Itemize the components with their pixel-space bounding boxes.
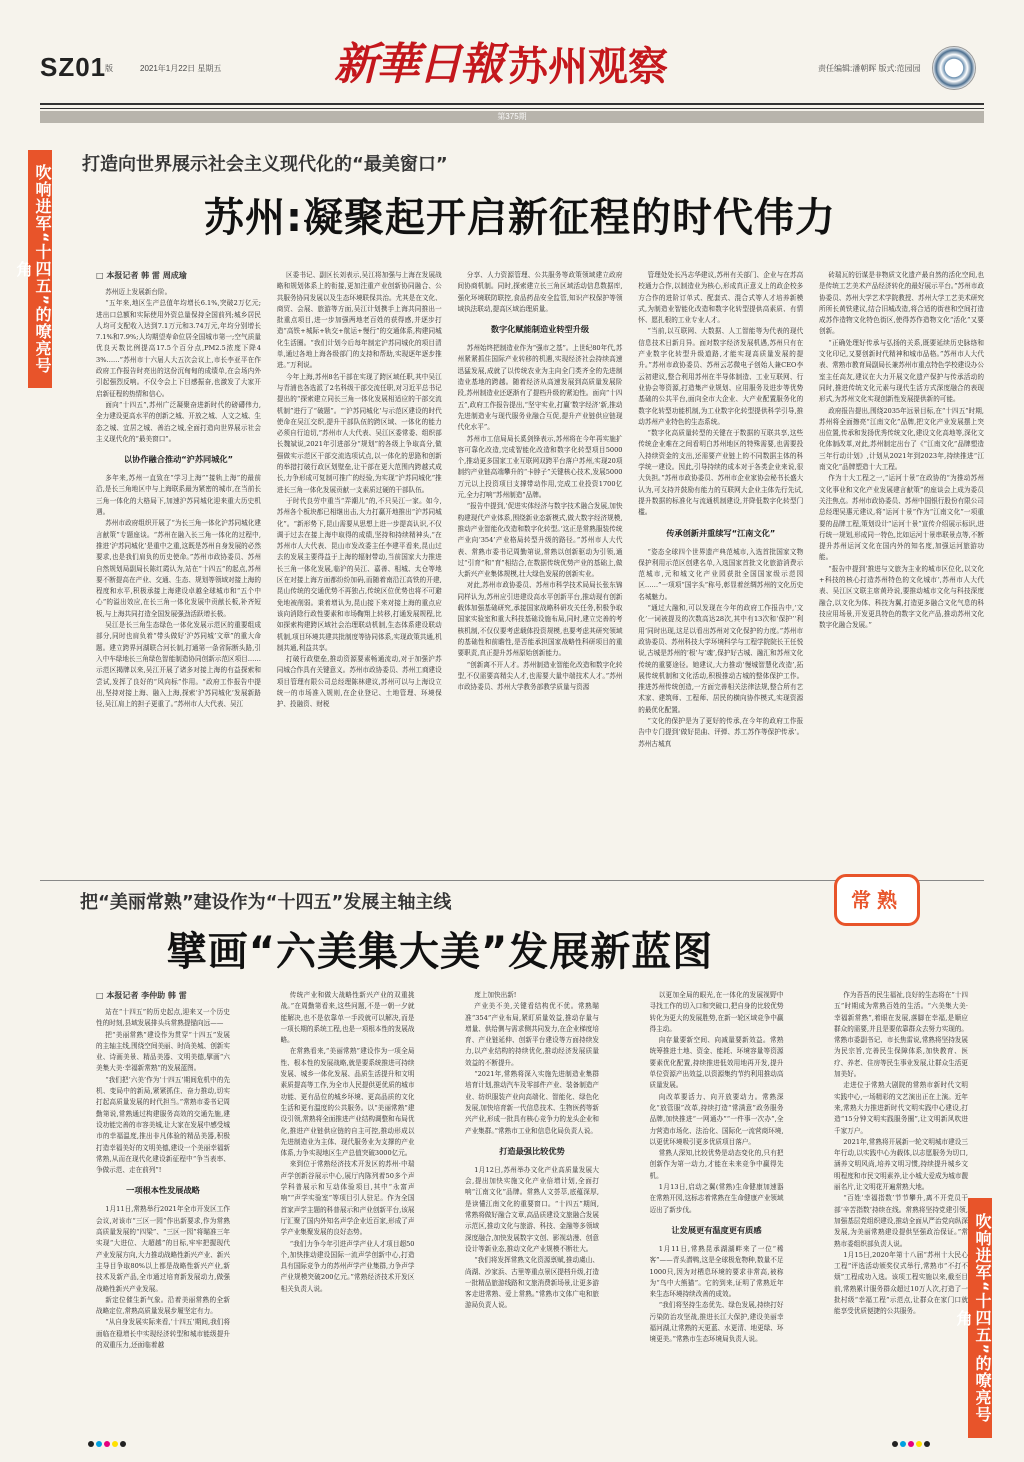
article2-byline: □ 本报记者 李仲助 韩 雷	[96, 991, 187, 1000]
article1-byline: □ 本报记者 韩 雷 周成瑜	[96, 271, 187, 280]
paragraph: “百姓‘幸福指数’节节攀升,离不开党员干部‘辛苦指数’持续在线。常熟将坚持党建引领,加强基层党组织建设,推动全面从严治党向纵深发展,为美丽常熟建设提供坚强政治保证。”常熟市委组织部负责人说。	[834, 1194, 968, 1248]
paragraph: “报告中提到‘推进与文旅为主业的城市区位化,以文化+科技的核心打造苏州特色的文化城市’,苏州市人大代表、吴江区文联主席黄玲说,要推动城市文化与科技深度融合,以文化为体、科技为翼,打造更多融合文化气息的科技应用场景,开发更具特色的数字文化产品,推动苏州文化数字化融合发展。”	[819, 564, 984, 630]
paragraph: 作为十大工程之一,“运河十景”在政协的“为推动苏州文化事业和文化产业发展建言献策”的座谈会上成为委员关注焦点。苏州市政协委员、苏州中国银行股份有限公司总经理吴惠元建议,将“运河十景”作为“江南文化”一项重要的品牌工程,策划设计“运河十景”宣传介绍展示标识,进行统一规划,形成同一特色,比如运河十景串联景点等,不断提升苏州运河文化在国内外的知名度,加强运河旅游功能。	[819, 474, 984, 562]
paragraph: 度上加快出新!	[474, 991, 517, 999]
registration-dot	[924, 1441, 930, 1447]
paragraph: “报告中提到,‘促进实体经济与数字技术融合发展,加快构建现代产业体系,围绕新业态新模式,做大数字经济规模,推动产业智能化改造和数字化转型。’这正是常熟服装传统产业向‘354’产业格局转型升级的路径。”苏州市人大代表、常熟市委书记周勤第说,常熟以创新驱动为引领,通过“引育”和“育”相结合,在数据传统优势产业的基础上,做大新兴产业集体规模,壮大绿色发展的创新实业。	[457, 502, 623, 579]
paragraph: 砖瑞瓦的衍谋是非物质文化遗产最自然的活化空间,也是传统工艺美术产品经济转化的最好展示平台。”苏州市政协委员、苏州大学艺术学院教授、苏州大学工艺美术研究所所长黄铁建议,结合旧城改造,将合适的街巷和空间打造成苏作造物文化特色街区,使得苏作造物文化“活化”又要创新。	[819, 271, 984, 336]
article2-col-2	[281, 990, 415, 1438]
paragraph: 来到位于常熟经济技术开发区的苏州·中瑞声学创新谷展示中心,展厅内陈列着50多个声学科普展示和互动体验项目,其中“永富声响”“声学实验室”等项目引人驻足。作为全国首家声学主题的科普展示和产业创新平台,该展厅汇聚了国内外知名声学企业近百家,形成了声学产业集聚发展的良好态势。	[280, 1160, 415, 1237]
city-badge: 常熟	[834, 874, 920, 926]
page-code: SZ01	[40, 52, 107, 82]
registration-dot	[916, 1441, 922, 1447]
paragraph: 2021年,常熟将开展新一轮文明城市建设三年行动,以实践中心为载体,以志愿服务为切口,涵养文明风尚,培养文明习惯,持续提升城乡文明程度和市民文明素养,让小城大爱成为城市靓丽名片,让文明花开遍常熟大地。	[834, 1137, 968, 1192]
paragraph: 向改革要活力、向开放要动力。常熟深化“放管服”改革,持续打造“常满意”政务服务品牌,加快推进“一网通办”“一件事一次办”,全力营造市场化、法治化、国际化一流营商环境,以更优环境吸引更多优质项目落户。	[649, 1092, 784, 1146]
paragraph: 1月15日,2020年第十八届“苏州十大民心工程”评选活动颁奖仪式举行,常熟市“不打不烦”工程成功入选。该项工程实施以来,截至目前,常熟累计服务群众超过10万人次,打造了一批村级“幸福工程”示范点,让群众在家门口就能享受优质便捷的公共服务。	[834, 1250, 968, 1316]
paragraph: 苏州始终把制造业作为“强市之基”。上世纪80年代,苏州紧紧抓住国际产业转移的机遇,实现经济社会持续高速迅猛发展,成就了以传统农业为主向全门类齐全的先进制造业基地的跨越。随着经济从高速发展到高质量发展阶段,苏州制造业还逐渐有了提档升级的紧迫性。面向“十四五”,政府工作报告提出,“坚守实业,打赢‘数字经济’新,推动先进制造业与现代服务业融合互促,提升产业链供应链现代化水平”。	[457, 344, 623, 432]
paragraph: “2021年,常熟将深入实施先进制造业集群培育计划,推动汽车及零部件产业、装备制造产业、纺织服装产业向高端化、智能化、绿色化发展,加快培育新一代信息技术、生物医药等新兴产业,形成一批具有核心竞争力的龙头企业和产业集群。”常熟市工业和信息化局负责人说。	[465, 1070, 599, 1135]
article2-headline: 擘画“六美集大美”发展新蓝图	[166, 929, 714, 975]
color-registration-marks-left	[88, 1441, 126, 1447]
subheading: 以协作融合推动“沪苏同城化”	[123, 454, 233, 465]
paragraph: “我们将发挥常熟文化资源禀赋,推动虞山、尚湖、沙家浜、古里等重点景区提档升级,打造一批精品旅游线路和文旅消费新场景,让更多游客走进常熟、爱上常熟。”常熟市文体广电和旅游局负责人说。	[465, 1256, 599, 1310]
paragraph: 走进位于常熟大剧院的常熟市新时代文明实践中心,一场精彩的文艺演出正在上演。近年来,常熟大力推进新时代文明实践中心建设,打造“15分钟文明实践服务圈”,让文明新风吹进千家万户。	[834, 1081, 968, 1135]
registration-dot	[892, 1441, 898, 1447]
registration-dot	[112, 1441, 118, 1447]
article1-headline: 苏州:凝聚起开启新征程的时代伟力	[204, 195, 836, 241]
article2-col-3	[465, 990, 599, 1438]
paragraph: 苏州市政府组织开展了“为长三角一体化沪苏同城化建言献策”专题座谈。“苏州在融入长三角一体化的过程中,推进‘沪苏同城化’是重中之重,这既是苏州自身发展的必然要求,也是我们肩负的历史使命。”苏州市政协委员、苏州自然规划局副局长陈红霞认为,站在“十四五”的起点,苏州要不断提高在产业、交通、生态、规划等领域对接上海的程度和水平,积极承接上海建设卓越全球城市和“五个中心”的溢出效应,在长三角一体化发展中贡献长板,补齐短板,与上海共同打造全国发展强劲活跃增长极。	[96, 519, 261, 618]
article2-kicker: 把“美丽常熟”建设作为“十四五”发展主轴主线	[80, 892, 452, 913]
paragraph: 1月12日,苏州举办文化产业高质量发展大会,提出加快实施文化产业倍增计划,全面打响“江南文化”品牌。常熟人文荟萃,底蕴深厚,是读懂江南文化的重要窗口。“十四五”期间,常熟将做好融合文章,高品质建设文旅融合发展示范区,推动文化与旅游、科技、金融等多领域深度融合,加快发展数字文创、影视动漫、创意设计等新业态,推动文化产业规模不断壮大。	[465, 1165, 599, 1253]
paragraph: “我们把‘六美’作为‘十四五’期间危机中的先机、变局中的新局,紧紧抓住、奋力推动,切实打起高质量发展的时代担当。”常熟市委书记周勤第说,常熟通过构建服务高效的交通先施,建设功能完善的市容美城,让大家在发展中感受城市的幸福温度,推出非凡体验的精品美器,积极打造幸福美好的文明美德,建设一个美丽幸福新常熟,从而在现代化建设新征程中“争当表率、争做示范、走在前列”!	[96, 1075, 230, 1175]
subheading: 打造最强比较优势	[499, 1145, 565, 1156]
article2-body	[96, 990, 968, 1438]
paragraph: 分享、人力资源管理、公共服务等政策领域建立政府间协商机制。同时,探索建立长三角区域活动信息数据库,强化环境联防联控,食品药品安全监管,知识产权保护等领域执法联动,提高区域治理质量。	[457, 271, 623, 313]
paragraph: 1月13日,启动之翼(常熟)生命健康加速器在常熟开园,这标志着常熟在生命健康产业领域迈出了新步伐。	[649, 1183, 784, 1214]
registration-dot	[88, 1441, 94, 1447]
article1-col-4	[638, 270, 803, 870]
paragraph: 在常熟看来,“美丽常熟”建设作为一项全局性、根本性的发展战略,就是要系统推进可持续发展、城乡一体化发展、品质生活提升和文明素质提高等工作,为全市人民提供更优质的城市功能、更有品位的城乡环境、更高品质的文化生活和更有温度的公共服务。以“美丽常熟”建设引领,常熟将全面推进产业结构调整和布局优化,推进产业链供应链的自主可控,推动形成以先进制造业为主体、现代服务业为支撑的产业体系,力争实现地区生产总值突破3000亿元。	[280, 1047, 415, 1158]
paragraph: 苏州市工信局局长奚剑锋表示,苏州将在今年再实施扩容可靠化改造,完成智能化改造和数字化转型项目5000个,推动更多国家工业互联网双跨平台落户苏州,实现20项制约产业链高端攀升的“卡脖子”关键核心技术,发展5000万元以上投资项目支撑带动作用,完成工业投资1700亿元,全力打响“苏州制造”品牌。	[457, 434, 623, 500]
paragraph: “文化的保护是为了更好的传承,在今年的政府工作报告中专门提到‘做好昆曲、评弹、苏工苏作等保护传承’。苏州古城真	[638, 716, 804, 748]
paragraph: “正确处理好传承与弘扬的关系,既要延续历史脉络和文化印记,又要创新时代精神和城市品格。”苏州市人大代表、常熟市教育局副局长兼苏州市重点特色学校建设办公室主任高友,建议在大力开展文化遗产保护与传承活动的同时,推进传统文化元素与现代生活方式深度融合的表现形式,为苏州文化实现创新性发展提供新的可能。	[819, 338, 984, 404]
paragraph: “五年来,地区生产总值年均增长6.1%,突破2万亿元;进出口总额和实际使用外资总量保持全国前列;城乡居民人均可支配收入达到7.1万元和3.74万元,年均分别增长7.1%和7.9%;人均期望寿命位居全国城市第一;空气质量优良天数比例提高17.5个百分点,PM2.5浓度下降43%……”苏州市十六届人大五次会议上,市长李亚平在作政府工作报告时亮出的这份沉甸甸的成绩单,在会场内外引起强烈反响。不仅令会上下目感振奋,也激发了大家开启新征程的热情和信心。	[96, 299, 261, 398]
page-code-suffix: 版	[105, 64, 113, 73]
color-registration-marks-right	[892, 1441, 930, 1447]
paragraph: 产业美不美,关键看结构优不优。常熟瞄准“354”产业布局,紧盯质量效益,推动存量与增量、供给侧与需求侧共同发力,在企业梯度培育、产业链延伸、创新平台建设等方面持续发力,以产业结构的持续优化,推动经济发展质量效益的不断提升。	[465, 1002, 599, 1067]
paragraph: 以更加全局的眼光,在一体化的发展视野中寻找工作的切入口和突破口,把自身的比较优势转化为更大的发展胜势,在新一轮区域竞争中赢得主动。	[649, 991, 784, 1033]
paragraph: 政府报告提出,围绕2035年远景目标,在“十四五”时期,苏州将全面擦亮“江南文化”品牌,把文化产业发展摆上突出位置,传承和发扬优秀传统文化,建设文化高地等,深化文化体制改革,对此,苏州制定出台了《“江南文化”品牌塑造三年行动计划》,计划从2021年到2023年,持续推进“江南文化”品牌塑造十大工程。	[819, 406, 984, 472]
paragraph: “创新离不开人才。苏州制造业智能化改造和数字化转型,不仅需要高精尖人才,也需要大量中端技术人才。”苏州市政协委员、苏州大学教务部教学质量与资源	[457, 660, 623, 692]
paragraph: “姿态全球四个世界遗产典范城市,入选首批国家文物保护利用示范区创建名单,入选国家首批文化旅游消费示范城市,元和城文化产业园获批全国国家级示范园区……”一项项“国字头”称号,彰显着丝绸苏州的文化历史名城魅力。	[638, 547, 804, 601]
subheading: 传承创新并重续写“江南文化”	[666, 527, 776, 538]
brand-main: 新華日報	[334, 39, 502, 90]
paragraph: 站在“十四五”的历史起点,迎来又一个历史性的时刻,县域发展排头兵常熟提锚向远——	[96, 1008, 230, 1028]
paragraph: 苏州迈上发展新台阶。	[105, 288, 172, 296]
article1-col-5	[819, 270, 984, 870]
side-tab-right: 吹响进军“十四五”的嘹亮号角	[968, 1198, 992, 1438]
paragraph: “当前,以互联网、大数据、人工智能等为代表的现代信息技术日新月异。面对数字经济发展机遇,苏州只有在产业数字化转型升级道路,才能实现高质量发展的提升。”苏州市政协委员、苏州云芯微电子创始人兼CEO李云初建议,整合利用苏州在半导体制造、工业互联网、行业协会等资源,打造集产业规划、应用服务及进步等优势基础的公共平台,面向全市大企业、大产业配置服务化的数字化转型功能机制,为工业数字化转型提供科学引导,推动苏州产业特色的生态系统。	[638, 327, 804, 426]
registration-dot	[96, 1441, 102, 1447]
article1-col-3	[458, 270, 623, 870]
registration-dot	[908, 1441, 914, 1447]
article1-col-2	[277, 270, 442, 870]
masthead	[0, 0, 1024, 110]
subheading: 数字化赋能制造业转型升级	[490, 324, 590, 335]
paragraph: 面向“十四五”,苏州广泛凝聚奋进新时代的磅礴伟力,全力建设更高水平的创新之城、开放之城、人文之城、生态之城、宜居之城、善治之城,全面打造向世界展示社会主义现代化的“最美窗口”。	[96, 400, 261, 443]
side-tab-left: 吹响进军“十四五”的嘹亮号角	[28, 150, 52, 388]
paragraph: 1月11日,常熟举行2021年全市开发区工作会议,对该市“三区一园”作出新要求,作为常熟高质量发展的“四梁”、“三区一园”将瞄准三年实现“大进位、大超越”的目标,牢牢把握现代产业发展方向,大力推动战略性新兴产业、新兴主导目争取80%以上都是战略性新兴产业,新技术及新产品,全市通过培育新发展动力,做强战略性新兴产业发展。	[96, 1205, 230, 1293]
issue-number: 第375期	[40, 111, 984, 123]
paragraph: 对此,苏州市政协委员、苏州市科学技术局局长张东锦同样认为,苏州应引进建设高水平创新平台,推动现有创新载体加强基础研究,承接国家战略科研攻关任务,积极争取国家实验室和重大科技基础设施布局,同时,建立完善的考核机制,不仅仅要考虑载体投资规模,也要考虑其研究领域的基础性和前瞻性,是否能承担国家战略性科研项目的重要职责,真正提升苏州原始创新能力。	[457, 581, 623, 658]
paragraph: 1月11日,常熟昆承湖湖畔来了一位“稀客”——青头潜鸭,这是全球极危物种,数量不足1000只,因为对栖息环境的要求非常高,被称为“鸟中大熊猫”。它的到来,证明了常熟近年来生态环境持续改善的成效。	[649, 1244, 784, 1299]
paragraph: 新定位催生新气象。沿着美丽常熟的全新战略定位,常熟高质量发展步履坚定有力。	[96, 1295, 230, 1316]
paragraph: 管理处处长冯志华建议,苏州有关部门、企业与在苏高校通力合作,以制造业为核心,形成真正意义上的政企校多方合作的进阶订单式、配套式、混合式等人才培养新模式,为制造业智能化改造和数字化转型提供高素质、有情怀、愿扎根的工业专业人才。	[638, 271, 804, 325]
paragraph: 多年来,苏州一直致在“学习上海”“接轨上海”的最前沿,是长三角地区中与上海联系最为紧密的城市,在当前长三角一体化的大格局下,加速沪苏同城化迎来重大历史机遇。	[96, 474, 261, 517]
paragraph: “从自身发展实际来看,‘十四五’期间,我们将面临在稳增长中实现经济转型和城市能级提升的双重压力,还面临着越	[96, 1318, 230, 1350]
brand-sub: 苏州观察	[508, 44, 668, 90]
registration-dot	[120, 1441, 126, 1447]
article2-col-1	[96, 990, 230, 1438]
paragraph: 向存量要新空间、向减量要新效益。常熟统筹推进土地、资金、能耗、环境容量等资源要素优化配置,持续推进低效用地再开发,提升单位资源产出效益,以资源集约节约利用推动高质量发展。	[649, 1036, 784, 1090]
paragraph: “数字化高质量转型的关键在于数据的互联共享,这些传统企业难在之间看明白苏州地区的特殊需要,也需要投入持续资金的支出,还需要产业链上的不同数据主体的科学统一建设。因此,引导持续的成本对于各类企业来说,很大负担。”苏州市政协委员、苏州市企业家协会秘书长盛大认为,可支持并鼓励有能力的互联网大企业主体先行先试,提升数据的标准化与流通机制建设,并降低数字化转型门槛。	[638, 429, 804, 517]
paragraph: 把“美丽常熟”建设作为贯穿“十四五”发展的主轴主线,围绕空间美丽、时尚美城、创新实业、诗画美景、精品美器、文明美德,擘画“六美集大美·幸福新常熟”的发展蓝图。	[96, 1030, 230, 1073]
paragraph: 于时代良劳中重当“弄潮儿”的,不只吴江一家。如今,苏州各个板块都已相继出击,大力打赢开地推出“沪苏同城化”。“新形势下,昆山需要从思想上进一步提高认识,不仅调于过去在接上海中取得的成绩,坚持和持续精神头,“在苏州市人大代表、昆山市发改委主任李建平看来,昆山过去的发展主要得益于上海的辐射带动,当前国家大力推进长三角一体化发展,临沪的吴江、嘉善、相城、太仓等地区在对接上海方面都纷纷加码,而随着南沿江高铁的开建,昆山传统的交通优势不再独占,传统区位优势也将不可避免地被削弱。秉着增认为,昆山接下来对接上海的重点应该向消除行政性要素和市场鞠翔上转移,打通发展规程,比如探索构建跨区域社会治理联动机制,生态体系建设联动机制,项目环境共建共批制度等协同体系,实现政策共通,机制共通,利益共享。	[276, 496, 442, 652]
article1-col-1	[96, 270, 261, 870]
paragraph: “我们将坚持生态优先、绿色发展,持续打好污染防治攻坚战,推进长江大保护,建设美丽幸福河湖,让常熟的天更蓝、水更清、地更绿、环境更美。”常熟市生态环境局负责人说。	[649, 1301, 784, 1344]
editor-credits: 责任编辑:潘朝晖 版式:范园园	[818, 64, 921, 73]
masthead-rule	[40, 103, 984, 109]
paragraph: 传统产业和做大战略性新兴产业的双重挑战。”在周勤第看来,这些问题,不是一朝一夕就能解决,也不是依靠单一手段就可以解决,而是一项长期的系统工程,也是一项根本性的发展战略。	[280, 991, 415, 1045]
article1-kicker: 打造向世界展示社会主义现代化的“最美窗口”	[82, 154, 448, 175]
brand-logo	[334, 32, 668, 92]
paragraph: 今年上海,苏州8名干部在实现了跨区域任职,其中吴江与青浦也各选派了2名科级干部交流任职,对习近平总书记提出的“探索建立同长三角一体化发展相适应的干部交流机制”进行了“破题”。“‘沪苏同城化’与示范区建设的时代使命在吴江交织,提升干部队伍的跨区域、一体化的能力必须自行迫切,”苏州市人大代表、吴江区委常委、组织部长魏斌说,2021年引进部分“规划”的各级上争取高分,做强做实示范区干部交流选项试点,以一体化的思路和创新的举措打破行政区划壁垒,让干部在更大范围内跨越式成长,力争形成可复制可推广的经验,为实现“沪苏同城化”推进长三角一体化发展贡献一支素质过硬的干部队伍。	[276, 372, 442, 494]
paragraph: “通过大融和,可以发现在今年的政府工作报告中,‘文化’一词被提及的次数高达28次,其中有13次和‘保护’‘利用’同时出现,这足以看出苏州对文化保护的力度。”苏州市政协委员、苏州科技大学环境科学与工程学院院长王任悦说,古城是苏州的‘根’与‘魂’,保护好古城、融汇和苏州文化传统的重要途径。她建议,大力推动‘慢城智慧化改造’,拓展传统机制和文化活动,积极推动古城的整体保护工作。推进苏州传统创造,一方面完善相关法律法规,整合所有艺术家、建筑师、工程师、居民的横向协作模式,实现资源的最优化配置。	[638, 604, 804, 714]
paragraph: 吴江是长三角生态绿色一体化发展示范区的重要组成部分,同时也肩负着“带头做好‘沪苏同城’文章”的重大命题。建立跨界河湖联合河长制,打通第一条省际断头路,引入中车绿地长三角绿色智能制造协同创新示范区项目……示范区揭牌以来,吴江开展了诸多对接上海的有益探索和尝试,发挥了良好的“风向标”作用。“政府工作报告中提出,坚持对接上海、融入上海,探索‘沪苏同城化’发展新路径,吴江肩上的担子更重了。”苏州市人大代表、吴江	[96, 621, 261, 709]
article1-body	[96, 270, 984, 870]
paragraph: 打破行政壁垒,推动资源要素畅通流动,对于加强沪苏同城合作具有关键意义。苏州市政协委员、苏州工商建设项目管理有限公司总经理陈林建议,苏州可以与上海设立统一的市场准入规则,在企业登记、土地管理、环境保护、投融资、财税	[276, 655, 442, 709]
paragraph: 作为吾吾的民生福祉,良好的生态将在“十四五”时期成为常熟百姓的生活。“六美集大美·幸福新常熟”,着眼在发展,落脚在幸福,是顺应群众的需要,并且是要依靠群众去努力实现的。常熟市委副书记、市长焦雷说,常熟将坚持发展为民宗旨,完善民生保障体系,加快教育、医疗、养老、住房等民生事业发展,让群众生活更加美好。	[834, 991, 968, 1079]
article2-col-5	[834, 990, 968, 1438]
subheading: 一项根本性发展战略	[126, 1185, 200, 1196]
registration-dot	[104, 1441, 110, 1447]
article2-col-4	[650, 990, 784, 1438]
qr-code-icon	[932, 46, 976, 90]
issue-date: 2021年1月22日 星期五	[140, 64, 222, 73]
registration-dot	[900, 1441, 906, 1447]
paragraph: 常熟人深知,比较优势是动态变化的,只有把创新作为第一动力,才能在未来竞争中赢得先机。	[649, 1149, 784, 1180]
subheading: 让发展更有温度更有质感	[671, 1224, 762, 1235]
paragraph: “我们力争今年引进声学产业人才项目超50个,加快推动建设国际一流声学创新中心,打造具有国际竞争力的苏州声学产业集群,力争声学产业规模突破200亿元。”常熟经济技术开发区相关负责人说。	[280, 1239, 415, 1293]
paragraph: 区委书记、副区长刘表示,吴江将加强与上海在发展战略和规划体系上的衔接,更加注重产业创新协同融合、公共服务协同发展以及生态环境联保共治。尤其是在文化、商贸、会展、旅游等方面,吴江计划携手上海共同推出一批重点项目,进一步加强两地老百姓的获得感,并逐步打造“高铁+城际+轨交+航运+慢行”的交通体系,构建同城化生活圈。“我们计划今后每年制定沪苏同城化的项目清单,通过各地上海各级部门的支持和帮助,实现逐年逐步推进。”万利说。	[276, 271, 442, 370]
